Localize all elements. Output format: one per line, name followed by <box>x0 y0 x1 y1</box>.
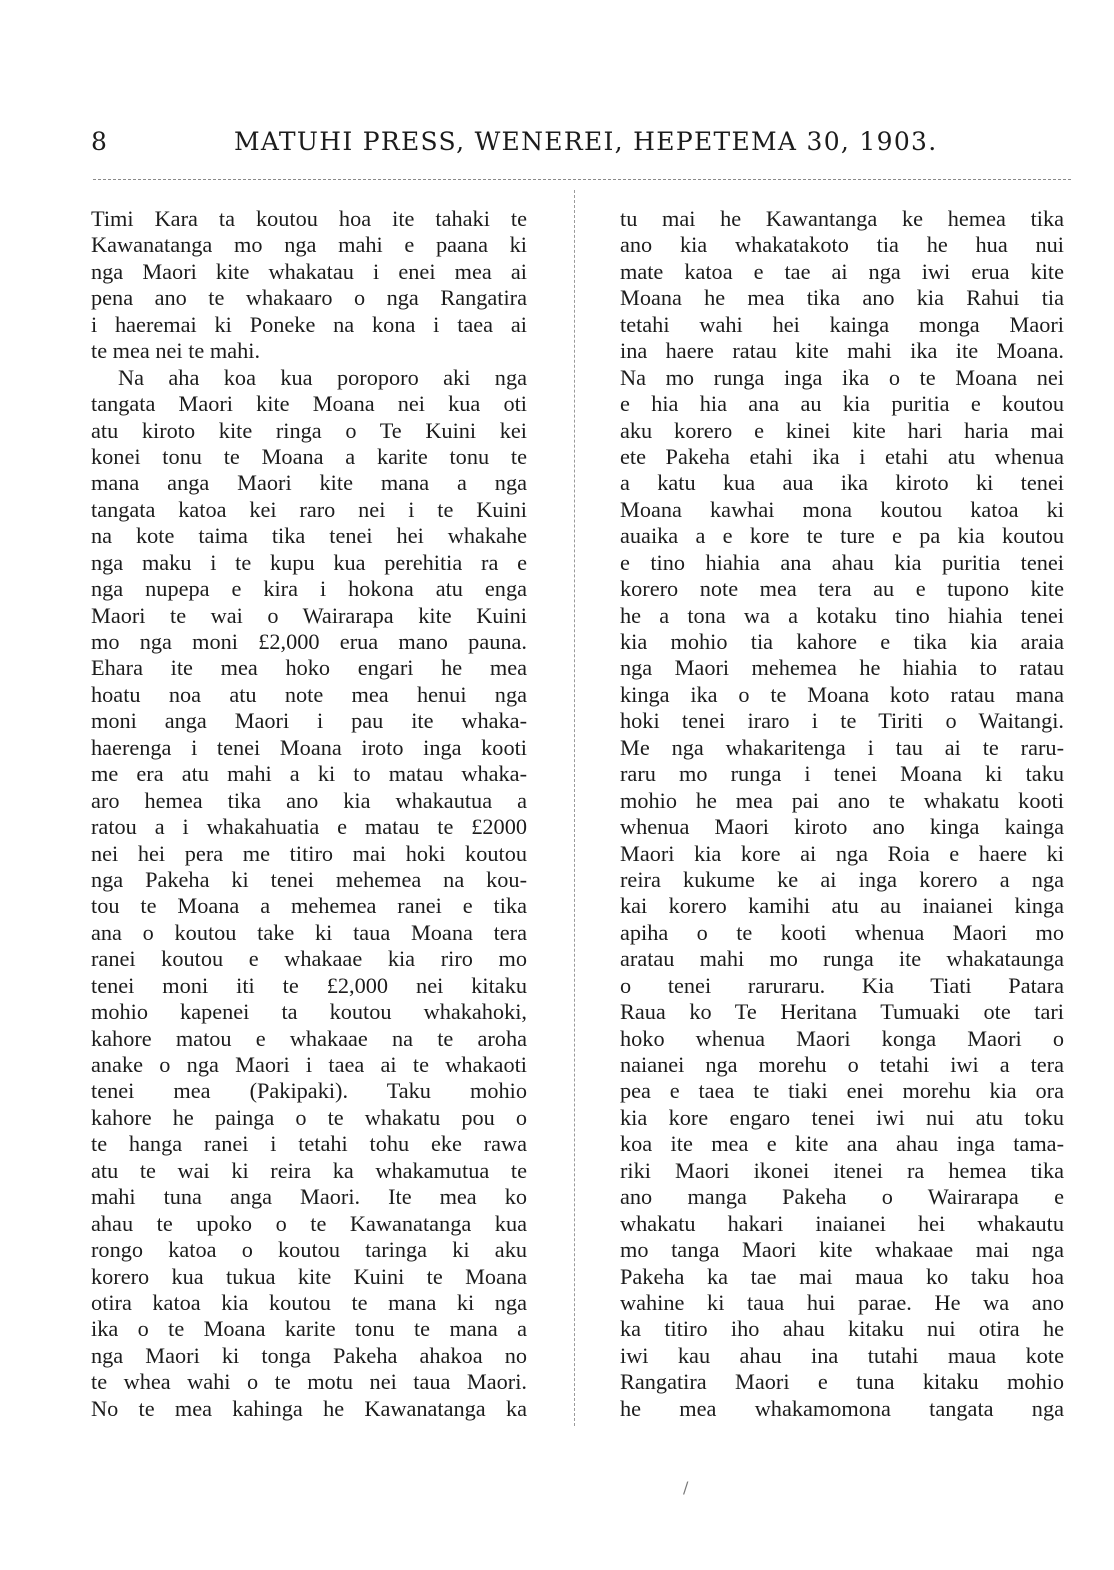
print-mark: / <box>683 1478 689 1497</box>
text-line: ranei koutou e whakaae kia riro mo <box>91 946 527 972</box>
text-line: wahine ki taua hui parae. He wa ano <box>620 1289 1064 1315</box>
text-line: nga Maori ki tonga Pakeha ahakoa no <box>91 1342 527 1368</box>
text-line: te whea wahi o te motu nei taua Maori. <box>91 1369 527 1395</box>
text-line: aku korero e kinei kite hari haria mai <box>620 417 1064 443</box>
text-line: kai korero kamihi atu au inaianei kinga <box>620 893 1064 919</box>
text-line: reira kukume ke ai inga korero a nga <box>620 866 1064 892</box>
text-line: hoki tenei iraro i te Tiriti o Waitangi. <box>620 708 1064 734</box>
text-line: raru mo runga i tenei Moana ki taku <box>620 761 1064 787</box>
text-line: mohio he mea pai ano te whakatu kooti <box>620 787 1064 813</box>
text-line: pena ano te whakaaro o nga Rangatira <box>91 285 527 311</box>
text-line: whenua Maori kiroto ano kinga kainga <box>620 814 1064 840</box>
text-line: Moana kawhai mona koutou katoa ki <box>620 496 1064 522</box>
text-line: ahau te upoko o te Kawanatanga kua <box>91 1210 527 1236</box>
text-line: mate katoa e tae ai nga iwi erua kite <box>620 258 1064 284</box>
text-line: mana anga Maori kite mana a nga <box>91 470 527 496</box>
text-line: mahi tuna anga Maori. Ite mea ko <box>91 1184 527 1210</box>
text-line: o tenei raruraru. Kia Tiati Patara <box>620 972 1064 998</box>
text-line: na kote taima tika tenei hei whakahe <box>91 523 527 549</box>
left-column <box>91 206 527 1422</box>
text-line: otira katoa kia koutou te mana ki nga <box>91 1289 527 1315</box>
text-line: tangata katoa kei raro nei i te Kuini <box>91 496 527 522</box>
header-rule <box>93 179 1071 180</box>
text-line: e tino hiahia ana ahau kia puritia tenei <box>620 549 1064 575</box>
text-line: nga maku i te kupu kua perehitia ra e <box>91 549 527 575</box>
text-line: mo tanga Maori kite whakaae mai nga <box>620 1237 1064 1263</box>
text-line: kia kore engaro tenei iwi nui atu toku <box>620 1104 1064 1130</box>
text-line: tu mai he Kawantanga ke hemea tika <box>620 206 1064 231</box>
text-line: tetahi wahi hei kainga monga Maori <box>620 311 1064 337</box>
text-line: atu te wai ki reira ka whakamutua te <box>91 1157 527 1183</box>
text-line: Ehara ite mea hoko engari he mea <box>91 655 527 681</box>
text-line: konei tonu te Moana a karite tonu te <box>91 443 527 469</box>
text-line: korero kua tukua kite Kuini te Moana <box>91 1263 527 1289</box>
text-line: a katu kua aua ika kiroto ki tenei <box>620 470 1064 496</box>
text-line: haerenga i tenei Moana iroto inga kooti <box>91 734 527 760</box>
text-line: riki Maori ikonei itenei ra hemea tika <box>620 1157 1064 1183</box>
text-line: apiha o te kooti whenua Maori mo <box>620 919 1064 945</box>
text-line: Timi Kara ta koutou hoa ite tahaki te <box>91 206 527 231</box>
text-line: aratau mahi mo runga ite whakataunga <box>620 946 1064 972</box>
text-line: iwi kau ahau ina tutahi maua kote <box>620 1342 1064 1368</box>
text-line: Kawanatanga mo nga mahi e paana ki <box>91 232 527 258</box>
text-line: ete Pakeha etahi ika i etahi atu whenua <box>620 443 1064 469</box>
text-line: mohio kapenei ta koutou whakahoki, <box>91 999 527 1025</box>
text-line: anake o nga Maori i taea ai te whakaoti <box>91 1052 527 1077</box>
masthead-title: MATUHI PRESS, WENEREI, HEPETEMA 30, 1903. <box>234 127 938 156</box>
text-line: tenei mea (Pakipaki). Taku mohio <box>91 1078 527 1104</box>
text-line: he a tona wa a kotaku tino hiahia tenei <box>620 602 1064 628</box>
text-line: korero note mea tera au e tupono kite <box>620 576 1064 602</box>
text-line: Moana he mea tika ano kia Rahui tia <box>620 285 1064 311</box>
text-line: naianei nga morehu o tetahi iwi a tera <box>620 1052 1064 1077</box>
text-line: No te mea kahinga he Kawanatanga ka <box>91 1395 527 1421</box>
text-line: kahore he painga o te whakatu pou o <box>91 1104 527 1130</box>
text-line: e hia hia ana au kia puritia e koutou <box>620 391 1064 417</box>
right-column <box>620 206 1064 1422</box>
text-line: Maori te wai o Wairarapa kite Kuini <box>91 602 527 628</box>
text-line: ika o te Moana karite tonu te mana a <box>91 1316 527 1342</box>
text-line: aro hemea tika ano kia whakautua a <box>91 787 527 813</box>
text-line: hoko whenua Maori konga Maori o <box>620 1025 1064 1051</box>
text-line: Raua ko Te Heritana Tumuaki ote tari <box>620 999 1064 1025</box>
text-line: atu kiroto kite ringa o Te Kuini kei <box>91 417 527 443</box>
text-line: te mea nei te mahi. <box>91 338 261 364</box>
text-line: Na mo runga inga ika o te Moana nei <box>620 364 1064 390</box>
text-line: tou te Moana a mehemea ranei e tika <box>91 893 527 919</box>
text-line: rongo katoa o koutou taringa ki aku <box>91 1237 527 1263</box>
text-line: Me nga whakaritenga i tau ai te raru- <box>620 734 1064 760</box>
text-line: te hanga ranei i tetahi tohu eke rawa <box>91 1131 527 1157</box>
text-line: koa ite mea e kite ana ahau inga tama- <box>620 1131 1064 1157</box>
text-line: mo nga moni £2,000 erua mano pauna. <box>91 629 527 654</box>
text-line: Rangatira Maori e tuna kitaku mohio <box>620 1369 1064 1395</box>
text-line: Maori kia kore ai nga Roia e haere ki <box>620 840 1064 866</box>
text-line: nei hei pera me titiro mai hoki koutou <box>91 840 527 866</box>
text-line: kahore matou e whakaae na te aroha <box>91 1025 527 1051</box>
text-line: auaika a e kore te ture e pa kia koutou <box>620 523 1064 549</box>
text-line: tangata Maori kite Moana nei kua oti <box>91 391 527 417</box>
text-line: whakatu hakari inaianei hei whakautu <box>620 1210 1064 1236</box>
text-line: ka titiro iho ahau kitaku nui otira he <box>620 1316 1064 1342</box>
text-line: me era atu mahi a ki to matau whaka- <box>91 761 527 787</box>
text-line: nga Maori mehemea he hiahia to ratau <box>620 655 1064 681</box>
page-number: 8 <box>91 127 108 156</box>
text-line: tenei moni iti te £2,000 nei kitaku <box>91 972 527 998</box>
text-line: Pakeha ka tae mai maua ko taku hoa <box>620 1263 1064 1289</box>
text-line: nga nupepa e kira i hokona atu enga <box>91 576 527 602</box>
text-line: ano kia whakatakoto tia he hua nui <box>620 232 1064 258</box>
text-line: kinga ika o te Moana koto ratau mana <box>620 681 1064 707</box>
text-line: nga Maori kite whakatau i enei mea ai <box>91 258 527 284</box>
text-line: ina haere ratau kite mahi ika ite Moana. <box>620 338 1064 364</box>
text-line: moni anga Maori i pau ite whaka- <box>91 708 527 734</box>
text-line: ratou a i whakahuatia e matau te £2000 <box>91 814 527 840</box>
text-line: kia mohio tia kahore e tika kia araia <box>620 629 1064 654</box>
text-line: ano manga Pakeha o Wairarapa e <box>620 1184 1064 1210</box>
text-line: hoatu noa atu note mea henui nga <box>91 681 527 707</box>
text-line: he mea whakamomona tangata nga <box>620 1395 1064 1421</box>
column-divider <box>574 190 575 1426</box>
text-line: pea e taea te tiaki enei morehu kia ora <box>620 1078 1064 1104</box>
text-line: Na aha koa kua poroporo aki nga <box>118 364 527 390</box>
text-line: ana o koutou take ki taua Moana tera <box>91 919 527 945</box>
text-line: nga Pakeha ki tenei mehemea na kou- <box>91 866 527 892</box>
text-line: i haeremai ki Poneke na kona i taea ai <box>91 311 527 337</box>
